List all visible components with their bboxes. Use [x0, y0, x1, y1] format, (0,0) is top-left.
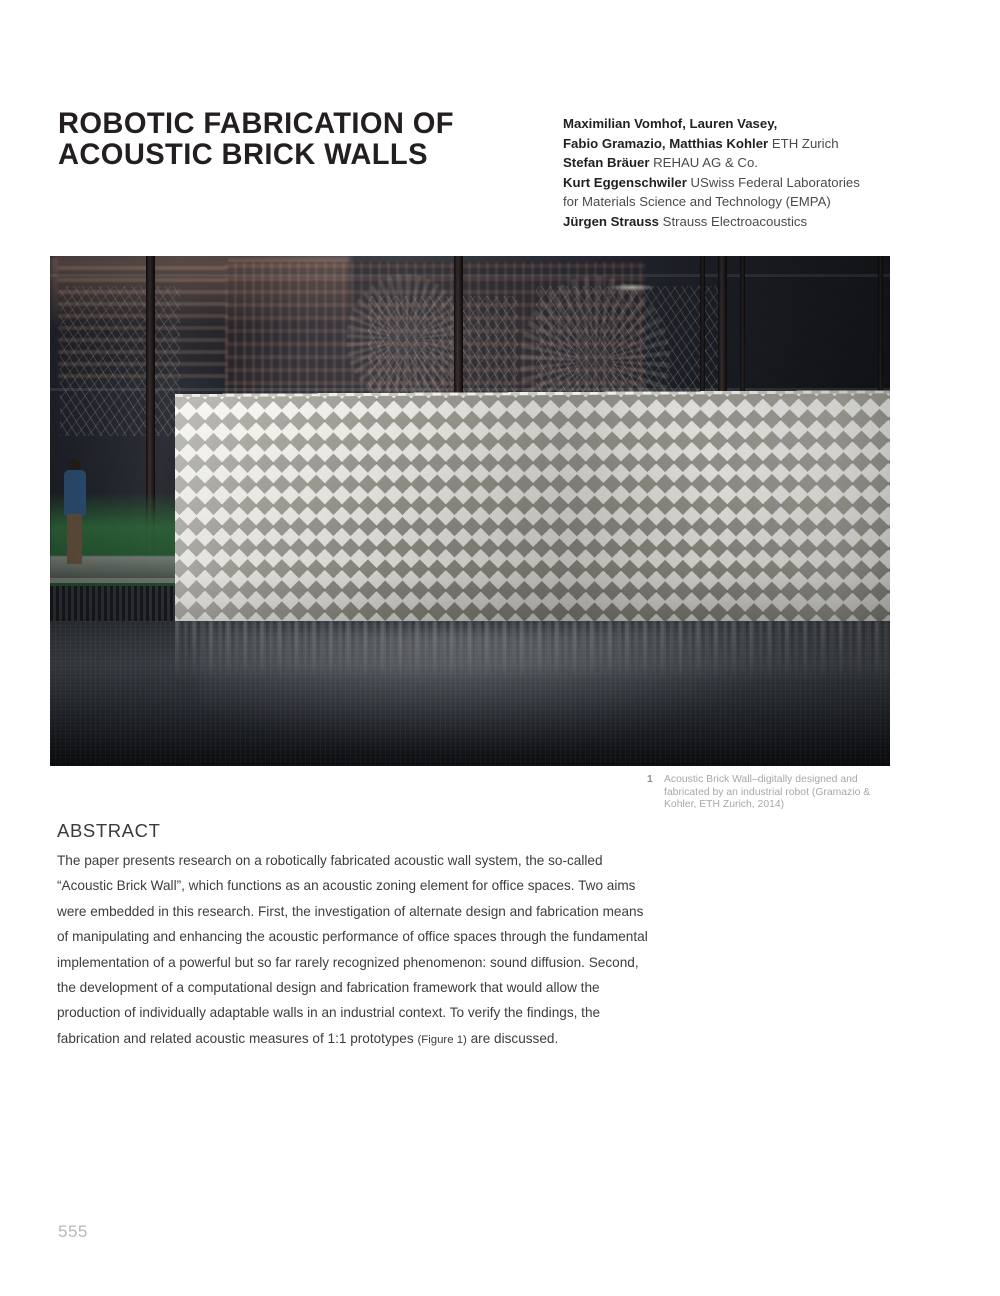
abstract-text-part-1: The paper presents research on a robotically fabricated acoustic wall system, the so-called “Acoustic Brick Wall”, which functions as an acoustic zoning element for office spaces. Two aims were embedded in this research. First, the investigation of alternate design and fabrication means of manipulating and enhancing the acoustic performance of office spaces through the fundamental implementation of a powerful but so far rarely recognized phenomenon: sound diffusion. Second, the development of a computational design and fabrication framework that would allow the production of individually adaptable walls in an industrial context. To verify the findings, the fabrication and related acoustic measures of 1:1 prototypes: [57, 853, 648, 1046]
author-affiliation: REHAU AG & Co.: [649, 155, 758, 171]
page-title-line-1: ROBOTIC FABRICATION OF: [58, 107, 454, 140]
wall-shading: [175, 390, 890, 643]
author-names: Jürgen Strauss: [563, 213, 660, 229]
author-names: Fabio Gramazio, Matthias Kohler: [563, 135, 769, 151]
figure-1-photo: [50, 256, 890, 766]
author-affiliation: ETH Zurich: [768, 135, 839, 151]
author-line: [563, 173, 923, 193]
person-silhouette: [62, 459, 88, 567]
author-names: Kurt Eggenschwiler: [563, 174, 687, 190]
window-transom: [50, 274, 890, 277]
figure-caption: [647, 774, 897, 812]
person-legs: [67, 514, 82, 564]
person-torso: [64, 470, 86, 516]
author-names: Maximilian Vomhof, Lauren Vasey,: [563, 116, 778, 131]
author-line: [563, 212, 923, 232]
tree-branches: [60, 286, 180, 436]
figure-caption-number: 1: [647, 774, 653, 785]
abstract-paragraph: [57, 848, 649, 1053]
page-number: 555: [58, 1222, 88, 1241]
acoustic-brick-wall: [175, 390, 890, 643]
abstract-figure-reference: (Figure 1): [417, 1033, 467, 1046]
author-line: [563, 114, 923, 134]
title-block: [58, 108, 528, 170]
photo-scene: [50, 256, 890, 766]
author-affiliation-continued: for Materials Science and Technology (EMPA): [563, 194, 831, 210]
reflective-floor: [50, 621, 890, 766]
author-line: [563, 134, 923, 154]
author-names: Stefan Bräuer: [563, 155, 650, 171]
author-affiliation: Strauss Electroacoustics: [659, 213, 808, 229]
page-title-line-2: ACOUSTIC BRICK WALLS: [58, 138, 428, 171]
abstract-heading: ABSTRACT: [57, 820, 161, 841]
figure-caption-text: Acoustic Brick Wall–digitally designed and fabricated by an industrial robot (Gramazio & Kohler, ETH Zurich, 2014): [664, 774, 871, 811]
author-affiliation: USwiss Federal Laboratories: [686, 174, 860, 190]
floor-sheen: [200, 631, 820, 761]
author-affiliation-block: [563, 114, 923, 232]
author-line: [563, 153, 923, 173]
abstract-text-part-2: are discussed.: [466, 1030, 559, 1046]
author-line: [563, 192, 923, 212]
page-title: [58, 108, 514, 170]
